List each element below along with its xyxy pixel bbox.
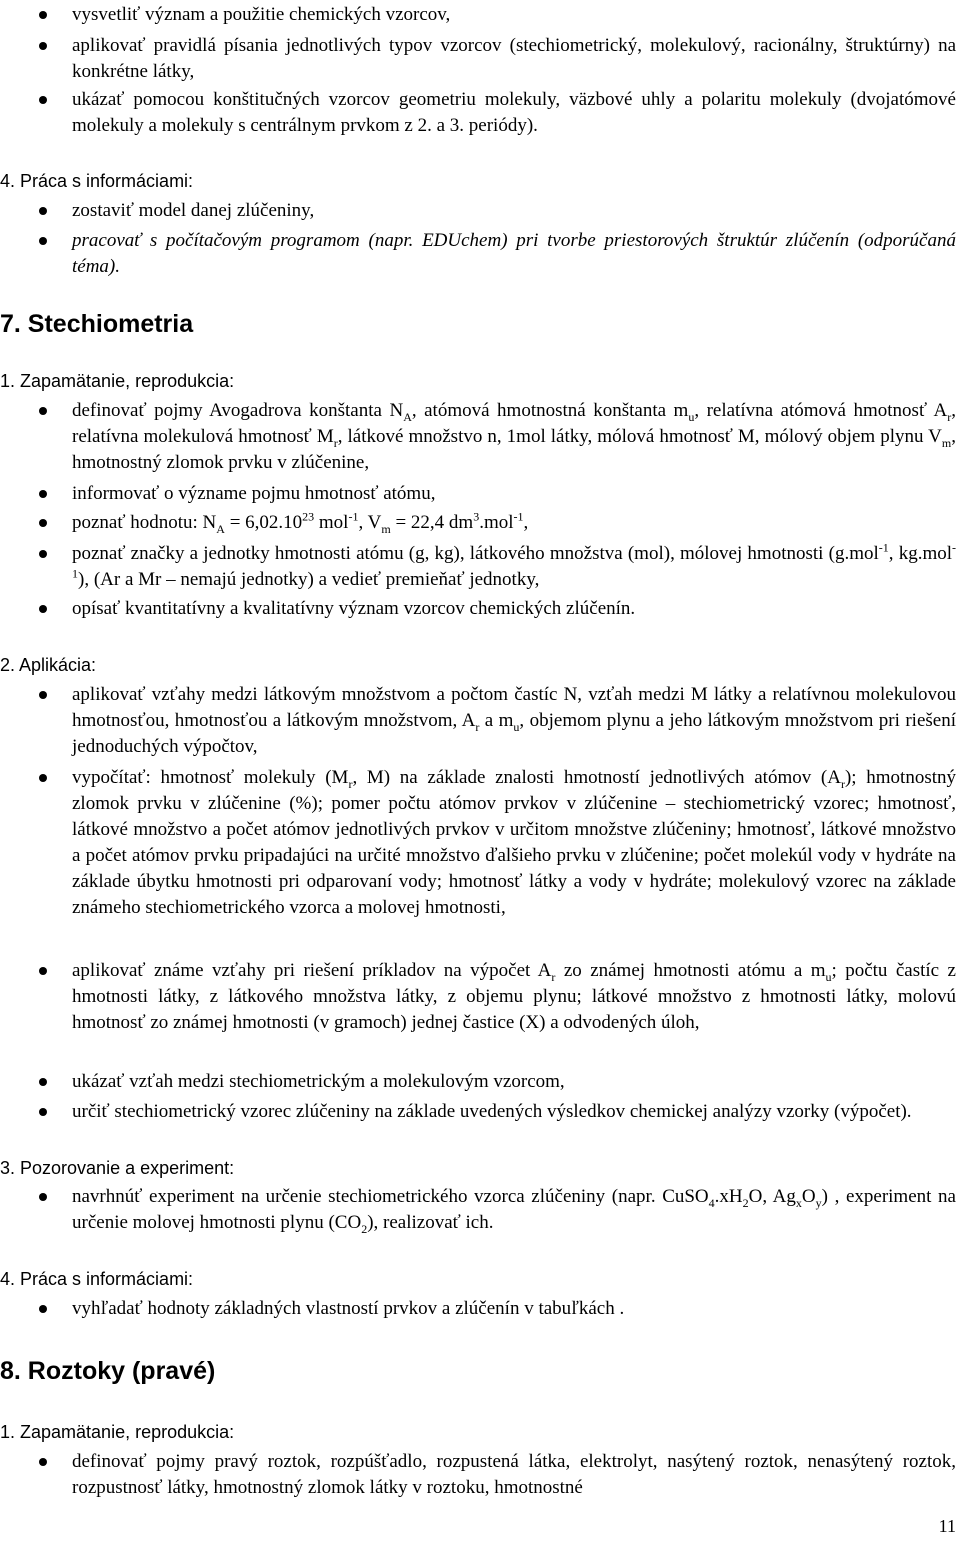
- bullet-icon: [39, 1108, 47, 1116]
- list-item-text: vypočítať: hmotnosť molekuly ($M_r$, M) na základe znalosti hmotností jednotlivých atómov $(A_r)$; hmotnostný zlomok prvku v zlúčenine (%); pomer počtu atómov prvkov v zlúčenine – stechiometrický vzorec; hmotnosť, látkové množstvo a počet atómov jednotlivých prvkov v určitom množstve zlúčeniny; hmotnosť, látkové množstvo a počet atómov prvku pripadajúci na určité množstvo ďalšieho prvku v zlúčenine; počet molekúl vody v hydráte na základe úbytku hmotnosti pri odparovaní vody; hmotnosť látky a vody v hydráte; molekulový vzorec na základe známeho stechiometrického vzorca a molovej hmotnosti,: [72, 767, 956, 918]
- bullet-icon: [39, 1458, 47, 1466]
- subsection-heading: 1. Zapamätanie, reprodukcia:: [0, 1422, 235, 1442]
- bullet-icon: [39, 967, 47, 975]
- bullet-icon: [39, 550, 47, 558]
- bullet-icon: [39, 11, 47, 19]
- list-item-text: definovať pojmy pravý roztok, rozpúšťadlo, rozpustená látka, elektrolyt, nasýtený roztok, nenasýtený roztok, rozpustnosť látky, hmotnostný zlomok látky v roztoku, hmotnostné: [72, 1451, 956, 1498]
- list-item-text: ukázať vzťah medzi stechiometrickým a molekulovým vzorcom,: [72, 1071, 565, 1092]
- list-item-text: aplikovať pravidlá písania jednotlivých typov vzorcov (stechiometrický, molekulový, racionálny, štruktúrny) na konkrétne látky,: [72, 35, 956, 82]
- list-item-text: definovať pojmy Avogadrova konštanta $N_A$, atómová hmotnostná konštanta $m_u$, relatívna atómová hmotnosť $A_r$, relatívna molekulová hmotnosť $M_r$, látkové množstvo n, 1mol látky, mólová hmotnosť M, mólový objem plynu $V_m$, hmotnostný zlomok prvku v zlúčenine,: [72, 400, 956, 473]
- list-item-text: vysvetliť význam a použitie chemických vzorcov,: [72, 4, 451, 25]
- bullet-icon: [39, 519, 47, 527]
- bullet-icon: [39, 42, 47, 50]
- list-item-text: opísať kvantitatívny a kvalitatívny význam vzorcov chemických zlúčenín.: [72, 598, 636, 619]
- bullet-icon: [39, 1078, 47, 1086]
- bullet-icon: [39, 1193, 47, 1201]
- section-title: 8. Roztoky (pravé): [0, 1357, 216, 1385]
- list-item-text: zostaviť model danej zlúčeniny,: [72, 200, 315, 221]
- section-title: 7. Stechiometria: [0, 310, 194, 338]
- bullet-icon: [39, 490, 47, 498]
- list-item-text: poznať značky a jednotky hmotnosti atómu (g, kg), látkového množstva (mol), mólovej hmotnosti (g.mol$^{-1}$, kg.mol$^{-1}$), (Ar a Mr – nemajú jednotky) a vedieť premieňať jednotky,: [72, 540, 956, 590]
- subsection-heading: 4. Práca s informáciami:: [0, 171, 194, 191]
- page-number: 11: [938, 1516, 956, 1536]
- bullet-icon: [39, 605, 47, 613]
- subsection-heading: 1. Zapamätanie, reprodukcia:: [0, 371, 235, 391]
- subsection-heading: 2. Aplikácia:: [0, 655, 97, 675]
- subsection-heading: 4. Práca s informáciami:: [0, 1269, 194, 1289]
- subsection-heading: 3. Pozorovanie a experiment:: [0, 1158, 235, 1178]
- bullet-icon: [39, 691, 47, 699]
- bullet-icon: [39, 237, 47, 245]
- list-item-text: vyhľadať hodnoty základných vlastností prvkov a zlúčenín v tabuľkách .: [72, 1298, 625, 1319]
- list-item-text: aplikovať známe vzťahy pri riešení príkladov na výpočet $A_r$ zo známej hmotnosti atómu a $m_u$; počtu častíc z hmotnosti látky, z látkového množstva látky, z objemu plynu; látkové množstvo z hmotnosti látky, molovú hmotnosť zo známej hmotnosti (v gramoch) jednej častice (X) a odvodených úloh,: [72, 960, 956, 1033]
- list-item-text: aplikovať vzťahy medzi látkovým množstvom a počtom častíc N, vzťah medzi M látky a relatívnou molekulovou hmotnosťou, hmotnosťou a látkovým množstvom, $A_r$ a $m_u$, objemom plynu a jeho látkovým množstvom pri riešení jednoduchých výpočtov,: [72, 684, 956, 757]
- list-item-text: pracovať s počítačovým programom (napr. EDUchem) pri tvorbe priestorových štruktúr zlúčenín (odporúčaná téma).: [72, 230, 956, 277]
- bullet-icon: [39, 1305, 47, 1313]
- list-item-text: poznať hodnotu: $N_A = 6,02.10^{23}$ mol$^{-1}$, $V_m = 22,4$ $dm^3.mol^{-1}$,: [72, 509, 529, 536]
- bullet-icon: [39, 774, 47, 782]
- bullet-icon: [39, 407, 47, 415]
- list-item-text: ukázať pomocou konštitučných vzorcov geometriu molekuly, väzbové uhly a polaritu molekuly (dvojatómové molekuly a molekuly s centrálnym prvkom z 2. a 3. periódy).: [72, 89, 956, 136]
- list-item-text: určiť stechiometrický vzorec zlúčeniny na základe uvedených výsledkov chemickej analýzy vzorky (výpočet).: [72, 1101, 912, 1122]
- bullet-icon: [39, 96, 47, 104]
- bullet-icon: [39, 207, 47, 215]
- list-item-text: navrhnúť experiment na určenie stechiometrického vzorca zlúčeniny (napr. $CuSO_4.xH_2O$, $Ag_xO_y$) , experiment na určenie molovej hmotnosti plynu $(CO_2)$, realizovať ich.: [72, 1186, 956, 1236]
- list-item-text: informovať o význame pojmu hmotnosť atómu,: [72, 483, 436, 504]
